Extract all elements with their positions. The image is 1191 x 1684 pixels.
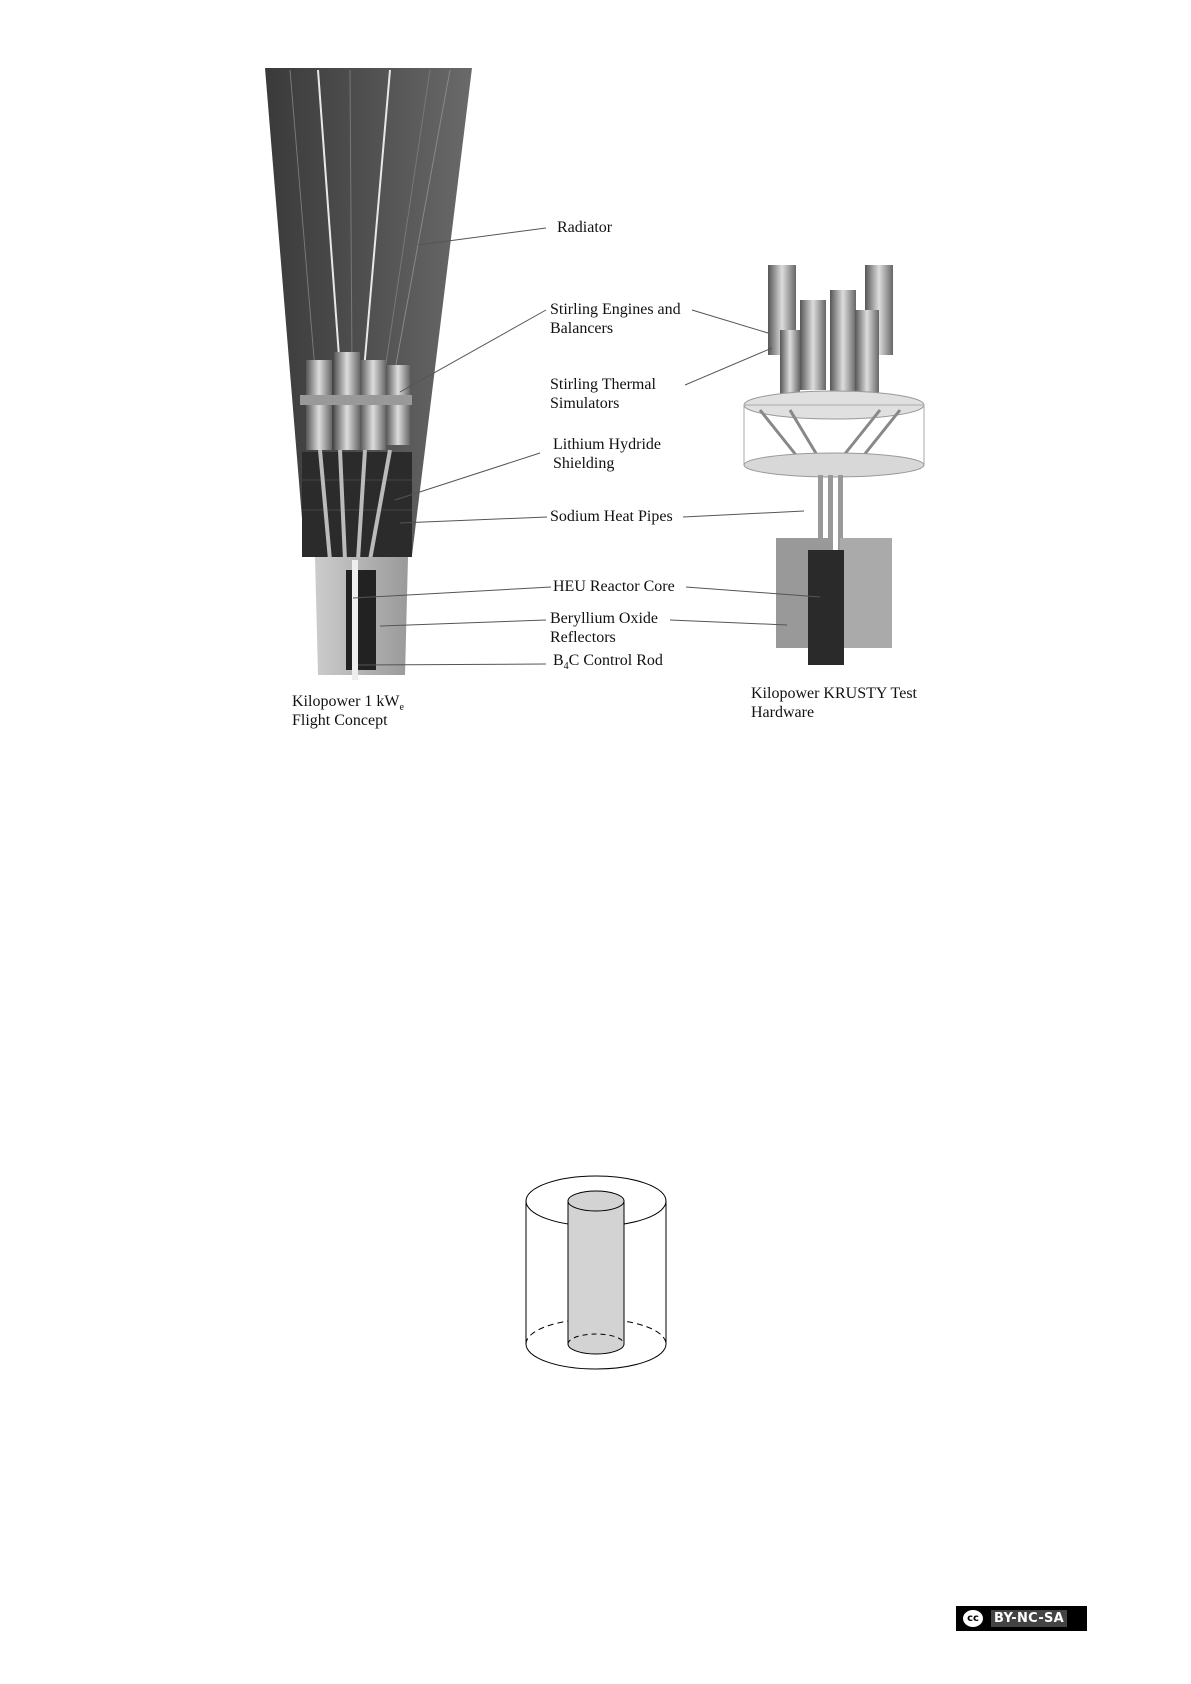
label-stirling-thermal: Stirling Thermal [550,376,656,393]
license-text: BY-NC-SA [991,1610,1067,1627]
label-sodium-heat-pipes: Sodium Heat Pipes [550,508,673,525]
inner-cylinder [568,1191,624,1354]
cc-license-badge[interactable] [956,1606,1087,1631]
cc-icon: cc [961,1608,985,1629]
caption-krusty-2: Hardware [751,704,815,721]
label-beryllium-2: Reflectors [550,629,616,646]
caption-flight-concept: Kilopower 1 $kW_e$ [292,693,404,714]
label-stirling-engines-2: Balancers [550,320,614,337]
label-control-rod: $B_4C$ Control Rod [553,652,663,673]
caption-krusty: Kilopower KRUSTY Test [751,685,917,702]
label-lithium-hydride: Lithium Hydride [553,436,661,453]
label-lithium-hydride-2: Shielding [553,455,615,472]
label-radiator: Radiator [557,219,613,236]
label-stirling-engines: Stirling Engines and [550,301,681,318]
label-heu-core: HEU Reactor Core [553,578,675,595]
caption-flight-concept-2: Flight Concept [292,712,388,729]
label-beryllium: Beryllium Oxide [550,610,658,627]
label-stirling-thermal-2: Simulators [550,395,620,412]
